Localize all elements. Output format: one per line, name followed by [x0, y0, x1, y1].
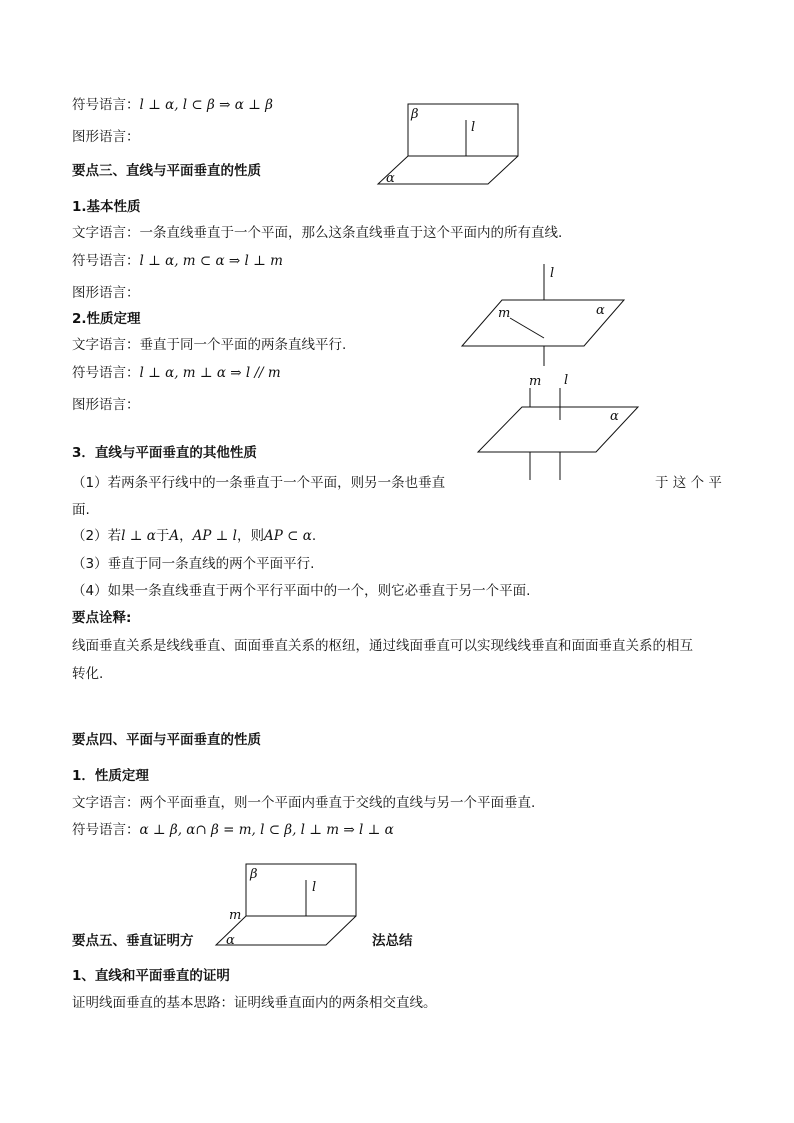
- theorem-title-4: 1．性质定理: [72, 768, 149, 784]
- label-m: m: [529, 374, 542, 389]
- figure-label-basic: 图形语言：: [72, 285, 140, 301]
- sub-text-5: 证明线面垂直的基本思路：证明线垂直面内的两条相交直线。: [72, 995, 437, 1011]
- symbol-language-row-basic: [72, 252, 283, 270]
- text-content: 一条直线垂直于一个平面，那么这条直线垂直于这个平面内的所有直线.: [139, 225, 563, 241]
- text-label: 文字语言：: [72, 337, 140, 353]
- note-line-1: 线面垂直关系是线线垂直、面面垂直关系的枢纽，通过线面垂直可以实现线线垂直和面面垂直关系的相互: [72, 638, 693, 654]
- label-m: m: [498, 306, 511, 321]
- symbol-expression: l ⊥ α, m ⊂ α ⇒ l ⊥ m: [139, 253, 283, 269]
- label-l: l: [312, 880, 317, 895]
- figure-label: 图形语言：: [72, 129, 140, 145]
- other-item-1a: （1）若两条平行线中的一条垂直于一个平面，则另一条也垂直: [72, 475, 446, 491]
- symbol-label: 符号语言：: [72, 822, 140, 838]
- note-line-2: 转化.: [72, 666, 104, 682]
- other-item-2: （2）若l ⊥ α于A，AP ⊥ l，则AP ⊂ α.: [72, 528, 317, 544]
- symbol-language-row-4: [72, 821, 394, 839]
- text-language-row-basic: [72, 224, 562, 242]
- label-beta: β: [250, 867, 258, 882]
- symbol-expression: α ⊥ β, α∩ β = m, l ⊂ β, l ⊥ m ⇒ l ⊥ α: [139, 822, 394, 838]
- label-l: l: [550, 266, 555, 281]
- symbol-language-row-theorem: [72, 364, 281, 382]
- symbol-label: 符号语言：: [72, 365, 140, 381]
- section-heading-4: 要点四、平面与平面垂直的性质: [72, 732, 261, 748]
- label-l: l: [564, 373, 569, 388]
- text-label: 文字语言：: [72, 225, 140, 241]
- other-properties-title: 3．直线与平面垂直的其他性质: [72, 445, 257, 461]
- symbol-expression: l ⊥ α, m ⊥ α ⇒ l // m: [139, 365, 281, 381]
- label-l: l: [471, 120, 476, 135]
- sub-title-5: 1、直线和平面垂直的证明: [72, 968, 230, 984]
- symbol-label: 符号语言：: [72, 97, 140, 113]
- basic-property-title: 1.基本性质: [72, 199, 141, 215]
- label-beta: β: [411, 107, 419, 122]
- figure-label-theorem: 图形语言：: [72, 397, 140, 413]
- symbol-label: 符号语言：: [72, 253, 140, 269]
- text-language-row-theorem: [72, 336, 346, 354]
- label-m: m: [229, 908, 242, 923]
- symbol-expression: l ⊥ α, l ⊂ β ⇒ α ⊥ β: [139, 97, 273, 113]
- theorem-title: 2.性质定理: [72, 311, 141, 327]
- note-title: 要点诠释:: [72, 610, 132, 626]
- section-heading-5a: 要点五、垂直证明方: [72, 933, 194, 949]
- label-alpha: α: [596, 303, 605, 318]
- label-alpha: α: [610, 409, 619, 424]
- other-item-1c: 面.: [72, 502, 90, 518]
- symbol-language-row-1: [72, 96, 273, 114]
- other-item-1b: 于 这 个 平: [655, 475, 722, 491]
- label-alpha: α: [386, 171, 395, 186]
- section-heading-3: 要点三、直线与平面垂直的性质: [72, 163, 261, 179]
- other-item-4: （4）如果一条直线垂直于两个平行平面中的一个，则它必垂直于另一个平面.: [72, 583, 531, 599]
- other-item-3: （3）垂直于同一条直线的两个平面平行.: [72, 556, 315, 572]
- text-content: 两个平面垂直，则一个平面内垂直于交线的直线与另一个平面垂直.: [139, 795, 536, 811]
- text-content: 垂直于同一个平面的两条直线平行.: [139, 337, 347, 353]
- label-alpha: α: [226, 933, 235, 948]
- text-label: 文字语言：: [72, 795, 140, 811]
- section-heading-5b: 法总结: [372, 933, 413, 949]
- text-language-row-4: [72, 794, 535, 812]
